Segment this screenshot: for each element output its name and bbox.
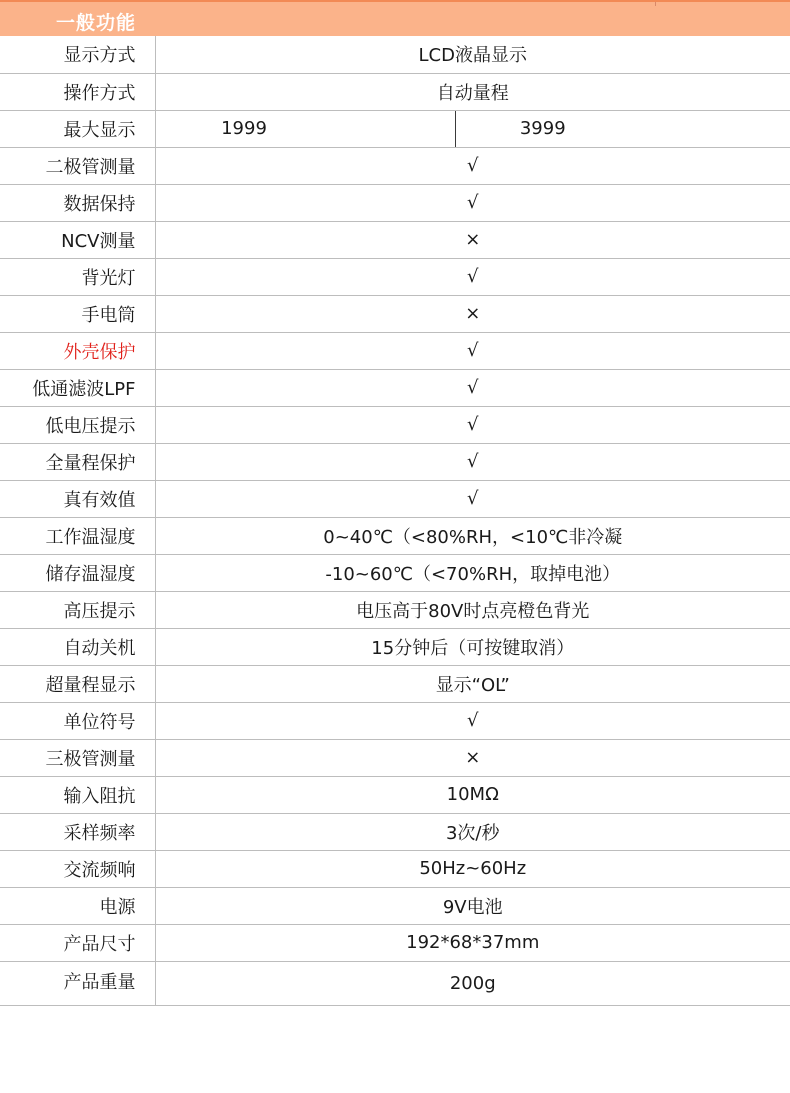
table-row	[0, 110, 790, 147]
check-icon: √	[155, 480, 790, 517]
row-value: 0~40℃（<80%RH，<10℃非冷凝	[155, 517, 790, 554]
row-label: 电源	[0, 887, 155, 924]
cross-icon: ×	[155, 739, 790, 776]
row-label: 最大显示	[0, 110, 155, 147]
table-row	[0, 739, 790, 776]
row-label: 单位符号	[0, 702, 155, 739]
row-value: 自动量程	[155, 73, 790, 110]
table-row	[0, 406, 790, 443]
row-value: 3次/秒	[155, 813, 790, 850]
table-row	[0, 258, 790, 295]
header-divider-mark	[655, 2, 656, 6]
table-row	[0, 665, 790, 702]
row-label: 交流频响	[0, 850, 155, 887]
row-value: 200g	[155, 961, 790, 1005]
row-label: 操作方式	[0, 73, 155, 110]
row-value: 50Hz~60Hz	[155, 850, 790, 887]
table-row	[0, 628, 790, 665]
row-label: 背光灯	[0, 258, 155, 295]
row-value: 电压高于80V时点亮橙色背光	[155, 591, 790, 628]
spec-table	[0, 36, 790, 1006]
row-label: 显示方式	[0, 36, 155, 73]
row-label: 高压提示	[0, 591, 155, 628]
row-label: 真有效值	[0, 480, 155, 517]
table-row	[0, 813, 790, 850]
table-row	[0, 887, 790, 924]
table-row	[0, 443, 790, 480]
table-row	[0, 36, 790, 73]
check-icon: √	[155, 702, 790, 739]
row-label: 储存温湿度	[0, 554, 155, 591]
spec-table-body	[0, 36, 790, 1005]
row-value-left: 1999	[155, 110, 455, 147]
row-value: LCD液晶显示	[155, 36, 790, 73]
check-icon: √	[155, 443, 790, 480]
row-value: 9V电池	[155, 887, 790, 924]
row-value: 192*68*37mm	[155, 924, 790, 961]
section-title: 一般功能	[56, 12, 137, 34]
table-row	[0, 147, 790, 184]
table-row	[0, 480, 790, 517]
table-row	[0, 850, 790, 887]
row-label: 产品重量	[0, 961, 155, 1005]
row-label: 数据保持	[0, 184, 155, 221]
table-row	[0, 369, 790, 406]
check-icon: √	[155, 147, 790, 184]
row-label: 低电压提示	[0, 406, 155, 443]
table-row	[0, 776, 790, 813]
check-icon: √	[155, 406, 790, 443]
row-label: 采样频率	[0, 813, 155, 850]
row-label: 自动关机	[0, 628, 155, 665]
row-label: 超量程显示	[0, 665, 155, 702]
check-icon: √	[155, 369, 790, 406]
check-icon: √	[155, 184, 790, 221]
table-row	[0, 702, 790, 739]
row-value: 10MΩ	[155, 776, 790, 813]
table-row	[0, 961, 790, 1005]
row-label: 产品尺寸	[0, 924, 155, 961]
row-label: 三极管测量	[0, 739, 155, 776]
row-label: 低通滤波LPF	[0, 369, 155, 406]
table-row	[0, 517, 790, 554]
row-label: 输入阻抗	[0, 776, 155, 813]
table-row	[0, 591, 790, 628]
table-row	[0, 924, 790, 961]
table-row	[0, 221, 790, 258]
row-value: -10~60℃（<70%RH，取掉电池）	[155, 554, 790, 591]
row-label: 手电筒	[0, 295, 155, 332]
table-row	[0, 73, 790, 110]
table-row	[0, 554, 790, 591]
row-label: 外壳保护	[0, 332, 155, 369]
table-row	[0, 295, 790, 332]
row-label: 二极管测量	[0, 147, 155, 184]
table-row	[0, 332, 790, 369]
cross-icon: ×	[155, 221, 790, 258]
row-value: 显示“OL”	[155, 665, 790, 702]
check-icon: √	[155, 332, 790, 369]
cross-icon: ×	[155, 295, 790, 332]
row-value: 15分钟后（可按键取消）	[155, 628, 790, 665]
row-label: 工作温湿度	[0, 517, 155, 554]
row-value-right: 3999	[455, 110, 790, 147]
section-header	[0, 0, 790, 36]
row-label: NCV测量	[0, 221, 155, 258]
check-icon: √	[155, 258, 790, 295]
row-label: 全量程保护	[0, 443, 155, 480]
table-row	[0, 184, 790, 221]
